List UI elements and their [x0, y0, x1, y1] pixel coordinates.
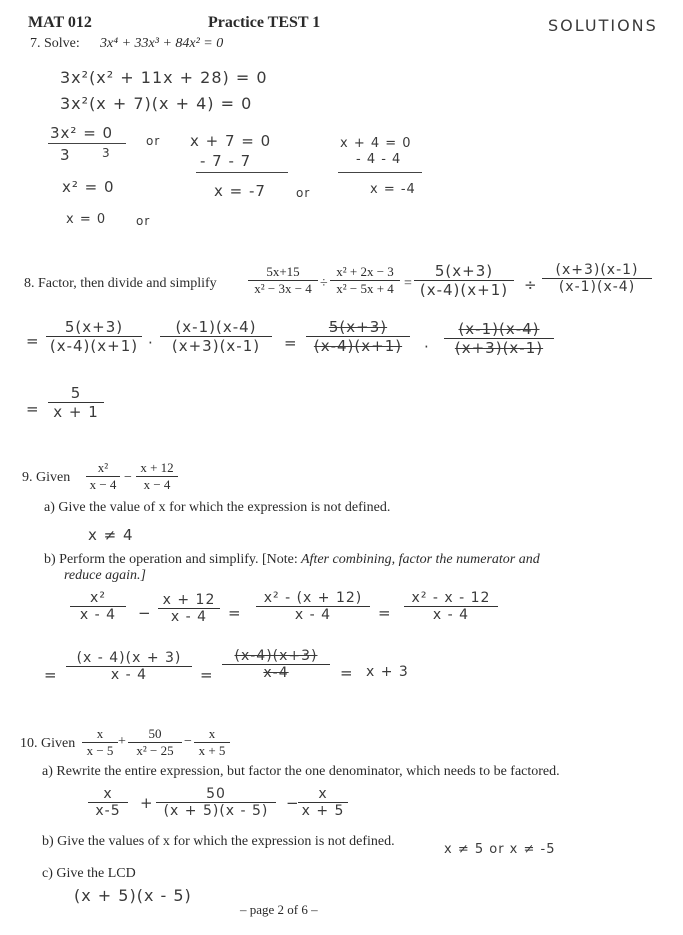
q10-a-frac-2: [156, 786, 276, 819]
q9-b-frac-2-num: x + 12: [162, 592, 216, 608]
q7-case2-line2: - 7 - 7: [200, 152, 252, 170]
q10-a-plus: +: [140, 794, 154, 812]
q9-given-2-num: x + 12: [140, 460, 174, 475]
q7-case1-den-left: 3: [60, 146, 71, 164]
q7-case3-line1: x + 4 = 0: [340, 136, 412, 151]
q9-c-answer: x + 3: [366, 664, 409, 680]
q10-a-frac-1: [88, 786, 128, 819]
q8-factored-2: [542, 262, 652, 295]
q9-b-frac-1-num: x²: [90, 590, 106, 606]
q10-a-frac-3: [298, 786, 348, 819]
q9-c-frac-2-num: (x-4)(x+3): [234, 648, 318, 664]
q9-part-b-text: b) Perform the operation and simplify. [Note:: [44, 552, 298, 567]
q7-or-1: or: [146, 134, 161, 148]
q9-given-1-num: x²: [97, 460, 109, 475]
q9-c-frac-1-den: x - 4: [66, 666, 192, 683]
q9-b-frac-4: [404, 590, 498, 623]
q10-given-2-den: x² − 25: [128, 742, 182, 759]
q8-row1-dot: ·: [148, 334, 154, 352]
test-title: Practice TEST 1: [208, 14, 321, 31]
q7-or-3: or: [136, 214, 151, 228]
q8-row1-frac-b-num: (x-1)(x-4): [175, 318, 257, 336]
q8-factored-divide: ÷: [524, 276, 538, 294]
q8-row1-frac-a-num: 5(x+3): [64, 318, 124, 336]
q9-c-frac-1: [66, 650, 192, 683]
q9-b-frac-1: [70, 590, 126, 623]
q10-plus: +: [118, 734, 126, 749]
q9-c-frac-2-den: x-4: [222, 664, 330, 681]
q9-given-2: [136, 460, 178, 493]
q8-label: 8. Factor, then divide and simplify: [24, 276, 217, 291]
q9-given-1: [86, 460, 120, 493]
q9-b-equals-1: =: [228, 604, 242, 622]
q8-factored-1-num: 5(x+3): [434, 262, 494, 280]
q10-given-1-den: x − 5: [82, 742, 118, 759]
q10-a-frac-3-num: x: [318, 786, 328, 802]
q10-a-minus: −: [286, 794, 300, 812]
q8-fraction-1: [248, 264, 318, 297]
q10-given-1-num: x: [96, 726, 104, 741]
q10-minus: −: [184, 734, 192, 749]
q8-result-num: 5: [70, 384, 82, 402]
q9-b-minus: −: [138, 604, 152, 622]
q8-equals: =: [404, 276, 412, 291]
q9-c-equals-2: =: [200, 666, 214, 684]
q7-x-squared: x² = 0: [62, 178, 115, 196]
q8-row1-equals: =: [26, 332, 40, 350]
q9-b-frac-1-den: x - 4: [70, 606, 126, 623]
q9-b-frac-3-num: x² - (x + 12): [263, 590, 363, 606]
q9-b-frac-2-den: x - 4: [158, 608, 220, 625]
q10-given-2: [128, 726, 182, 759]
q8-divide-sign: ÷: [320, 276, 328, 291]
q8-row2-equals: =: [26, 400, 40, 418]
q9-part-a: a) Give the value of x for which the expression is not defined.: [44, 500, 391, 515]
q10-given-3-den: x + 5: [194, 742, 230, 759]
q10-part-a: a) Rewrite the entire expression, but factor the one denominator, which needs to be factored.: [42, 764, 560, 779]
q10-part-b: b) Give the values of x for which the expression is not defined.: [42, 834, 395, 849]
q9-part-b-note-2: reduce again.]: [64, 568, 146, 583]
q10-a-frac-3-den: x + 5: [298, 802, 348, 819]
q7-case3-line2: - 4 - 4: [356, 152, 402, 167]
q9-c-frac-2: [222, 648, 330, 681]
q7-case2-line1: x + 7 = 0: [190, 132, 272, 150]
q9-part-a-answer: x ≠ 4: [88, 526, 134, 544]
q9-c-frac-1-num: (x - 4)(x + 3): [76, 650, 182, 666]
q9-label: 9. Given: [22, 470, 71, 485]
q8-fraction-2-num: x² + 2x − 3: [336, 264, 394, 279]
q10-a-frac-2-num: 50: [206, 786, 226, 802]
q8-row1-dot-2: ·: [424, 338, 430, 356]
q7-step2: 3x²(x + 7)(x + 4) = 0: [60, 94, 253, 113]
q7-equation: 3x⁴ + 33x³ + 84x² = 0: [100, 36, 224, 51]
q8-row1-frac-c: [306, 318, 410, 355]
q9-part-b-note: After combining, factor the numerator and: [297, 552, 540, 567]
q8-result-den: x + 1: [48, 402, 104, 421]
q7-case2-bar: [196, 172, 288, 173]
q7-x-zero: x = 0: [66, 212, 107, 227]
q8-row1-frac-d: [444, 320, 554, 357]
q9-b-frac-3: [256, 590, 370, 623]
q8-fraction-2-den: x² − 5x + 4: [330, 280, 400, 297]
q10-given-3: [194, 726, 230, 759]
q8-factored-2-den: (x-1)(x-4): [542, 278, 652, 295]
q10-a-frac-1-den: x-5: [88, 802, 128, 819]
q10-a-frac-2-den: (x + 5)(x - 5): [156, 802, 276, 819]
q7-step1: 3x²(x² + 11x + 28) = 0: [60, 68, 268, 87]
q10-c-answer: (x + 5)(x - 5): [74, 886, 192, 905]
q8-factored-1: [414, 262, 514, 299]
q8-fraction-2: [330, 264, 400, 297]
q7-case1-den-right: 3: [102, 146, 111, 160]
q9-b-frac-4-den: x - 4: [404, 606, 498, 623]
q9-c-equals: =: [44, 666, 58, 684]
q8-result: [48, 384, 104, 421]
q9-given-2-den: x − 4: [136, 476, 178, 493]
q8-row1-frac-c-num: 5(x+3): [328, 318, 388, 336]
q10-label: 10. Given: [20, 736, 76, 751]
q7-or-2: or: [296, 186, 311, 200]
course-code: MAT 012: [28, 14, 92, 31]
q7-case1-num: 3x² = 0: [50, 124, 114, 142]
solutions-label: SOLUTIONS: [548, 16, 658, 35]
q9-c-equals-3: =: [340, 664, 354, 682]
q10-given-1: [82, 726, 118, 759]
q8-row1-equals-2: =: [284, 334, 298, 352]
q7-label: 7. Solve:: [30, 36, 80, 51]
q8-fraction-1-den: x² − 3x − 4: [248, 280, 318, 297]
q7-x-neg4: x = -4: [370, 182, 416, 197]
q9-b-frac-4-num: x² - x - 12: [411, 590, 491, 606]
q9-part-b: [44, 552, 540, 568]
q8-fraction-1-num: 5x+15: [266, 264, 300, 279]
q10-part-c: c) Give the LCD: [42, 866, 136, 881]
q7-case3-bar: [338, 172, 422, 173]
q8-row1-frac-a-den: (x-4)(x+1): [46, 336, 142, 355]
q10-a-frac-1-num: x: [103, 786, 113, 802]
q9-b-frac-3-den: x - 4: [256, 606, 370, 623]
q7-case1-bar: [48, 143, 126, 144]
q8-row1-frac-a: [46, 318, 142, 355]
q8-row1-frac-c-den: (x-4)(x+1): [306, 336, 410, 355]
q8-factored-2-num: (x+3)(x-1): [555, 262, 639, 278]
q7-x-neg7: x = -7: [214, 182, 266, 200]
q8-row1-frac-d-den: (x+3)(x-1): [444, 338, 554, 357]
q9-b-equals-2: =: [378, 604, 392, 622]
q10-b-answer: x ≠ 5 or x ≠ -5: [444, 842, 556, 857]
q9-b-frac-2: [158, 592, 220, 625]
q10-given-3-num: x: [208, 726, 216, 741]
q8-row1-frac-b: [160, 318, 272, 355]
q8-factored-1-den: (x-4)(x+1): [414, 280, 514, 299]
page-footer: – page 2 of 6 –: [240, 902, 318, 917]
q9-minus: −: [124, 470, 132, 485]
q10-given-2-num: 50: [148, 726, 162, 741]
q8-row1-frac-b-den: (x+3)(x-1): [160, 336, 272, 355]
q8-row1-frac-d-num: (x-1)(x-4): [458, 320, 540, 338]
q9-given-1-den: x − 4: [86, 476, 120, 493]
